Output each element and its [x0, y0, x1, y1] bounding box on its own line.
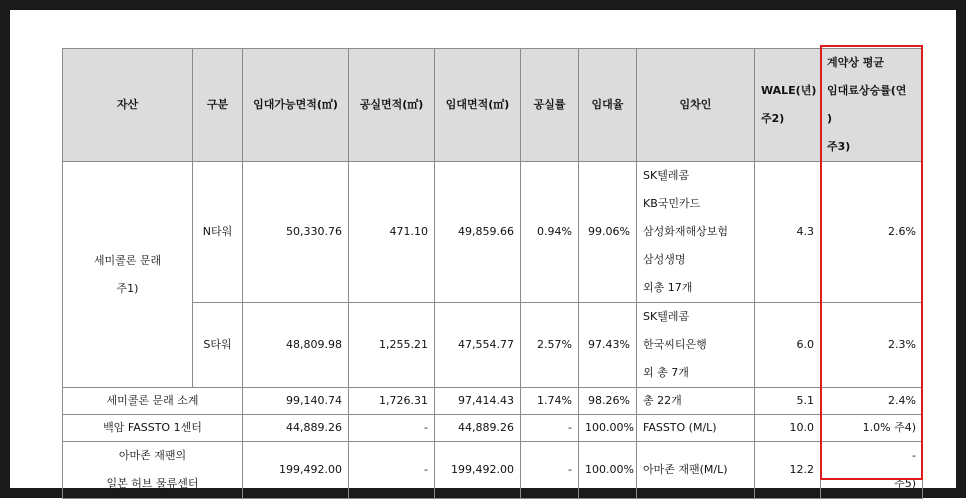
- n-tower-tenant-3: 삼성화재해상보험: [643, 225, 729, 238]
- amazon-escalation: [821, 442, 923, 499]
- subtotal-tenants: 총 22개: [637, 388, 755, 415]
- amazon-escalation-line2: 주5): [894, 477, 916, 490]
- baekam-vacancy-rate: -: [521, 415, 579, 442]
- header-escalation-line2: 임대료상승률(연: [827, 84, 907, 97]
- baekam-tenants: FASSTO (M/L): [637, 415, 755, 442]
- header-escalation-line1: 계약상 평균: [827, 56, 884, 69]
- baekam-leased-area: 44,889.26: [435, 415, 521, 442]
- header-tenants: 임차인: [637, 49, 755, 162]
- n-tower-tenants: [637, 162, 755, 303]
- header-wale-line1: WALE(년): [761, 84, 817, 97]
- s-tower-tenants: [637, 303, 755, 388]
- n-tower-tenant-2: KB국민카드: [643, 197, 701, 210]
- s-tower-tenant-3: 외 총 7개: [643, 366, 689, 379]
- subtotal-escalation: 2.4%: [821, 388, 923, 415]
- header-wale: [755, 49, 821, 162]
- s-tower-vacancy-rate: 2.57%: [521, 303, 579, 388]
- baekam-wale: 10.0: [755, 415, 821, 442]
- subtotal-occupancy-rate: 98.26%: [579, 388, 637, 415]
- amazon-label: [63, 442, 243, 499]
- s-tower-leasable-area: 48,809.98: [243, 303, 349, 388]
- subtotal-vacant-area: 1,726.31: [349, 388, 435, 415]
- n-tower-vacant-area: 471.10: [349, 162, 435, 303]
- table-row-n-tower: [63, 162, 923, 303]
- n-tower-leasable-area: 50,330.76: [243, 162, 349, 303]
- header-row: [63, 49, 923, 162]
- header-leasable-area: 임대가능면적(㎡): [243, 49, 349, 162]
- subtotal-label: 세미콜론 문래 소계: [63, 388, 243, 415]
- amazon-leased-area: 199,492.00: [435, 442, 521, 499]
- baekam-occupancy-rate: 100.00%: [579, 415, 637, 442]
- table-row-baekam: [63, 415, 923, 442]
- s-tower-tenant-2: 한국씨티은행: [643, 338, 707, 351]
- s-tower-escalation: 2.3%: [821, 303, 923, 388]
- header-occupancy-rate: 임대율: [579, 49, 637, 162]
- type-s-tower: S타워: [193, 303, 243, 388]
- header-escalation-line3: ): [827, 112, 833, 125]
- amazon-label-line1: 아마존 재팬의: [118, 449, 187, 462]
- baekam-escalation: 1.0% 주4): [821, 415, 923, 442]
- s-tower-wale: 6.0: [755, 303, 821, 388]
- n-tower-escalation: 2.6%: [821, 162, 923, 303]
- header-wale-line2: 주2): [761, 112, 785, 125]
- table-row-amazon: [63, 442, 923, 499]
- s-tower-vacant-area: 1,255.21: [349, 303, 435, 388]
- subtotal-leased-area: 97,414.43: [435, 388, 521, 415]
- baekam-label: 백암 FASSTO 1센터: [63, 415, 243, 442]
- n-tower-tenant-5: 외총 17개: [643, 281, 693, 294]
- header-vacant-area: 공실면적(㎡): [349, 49, 435, 162]
- table-row-subtotal: [63, 388, 923, 415]
- header-leased-area: 임대면적(㎡): [435, 49, 521, 162]
- amazon-vacant-area: -: [349, 442, 435, 499]
- amazon-leasable-area: 199,492.00: [243, 442, 349, 499]
- subtotal-vacancy-rate: 1.74%: [521, 388, 579, 415]
- header-escalation-line4: 주3): [827, 140, 851, 153]
- n-tower-occupancy-rate: 99.06%: [579, 162, 637, 303]
- baekam-vacant-area: -: [349, 415, 435, 442]
- n-tower-wale: 4.3: [755, 162, 821, 303]
- lease-table-container: [62, 48, 922, 499]
- amazon-tenants: 아마존 재팬(M/L): [637, 442, 755, 499]
- asset-semicolon-line2: 주1): [116, 281, 139, 295]
- s-tower-tenant-1: SK텔레콤: [643, 310, 690, 323]
- header-escalation: [821, 49, 923, 162]
- asset-semicolon-line1: 세미콜론 문래: [93, 253, 162, 267]
- lease-summary-table: [62, 48, 923, 499]
- amazon-escalation-line1: -: [912, 449, 916, 462]
- header-type: 구분: [193, 49, 243, 162]
- amazon-vacancy-rate: -: [521, 442, 579, 499]
- amazon-label-line2: 일본 허브 물류센터: [106, 477, 199, 490]
- subtotal-wale: 5.1: [755, 388, 821, 415]
- type-n-tower: N타워: [193, 162, 243, 303]
- n-tower-tenant-1: SK텔레콤: [643, 169, 690, 182]
- n-tower-vacancy-rate: 0.94%: [521, 162, 579, 303]
- asset-semicolon-mullae: [63, 162, 193, 388]
- amazon-occupancy-rate: 100.00%: [579, 442, 637, 499]
- n-tower-leased-area: 49,859.66: [435, 162, 521, 303]
- s-tower-leased-area: 47,554.77: [435, 303, 521, 388]
- header-vacancy-rate: 공실률: [521, 49, 579, 162]
- n-tower-tenant-4: 삼성생명: [643, 253, 686, 266]
- s-tower-occupancy-rate: 97.43%: [579, 303, 637, 388]
- header-asset: 자산: [63, 49, 193, 162]
- amazon-wale: 12.2: [755, 442, 821, 499]
- subtotal-leasable-area: 99,140.74: [243, 388, 349, 415]
- baekam-leasable-area: 44,889.26: [243, 415, 349, 442]
